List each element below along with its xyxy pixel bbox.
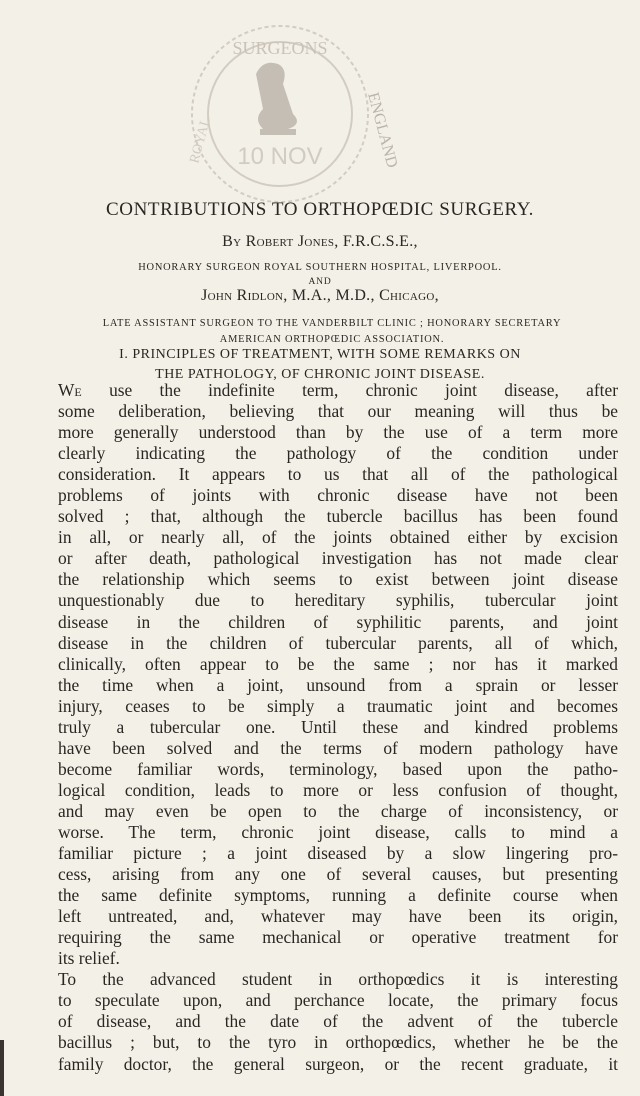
text-line: bacillus ; but, to the tyro in orthopœdics, whether he be the [58, 1032, 618, 1053]
text-line: worse. The term, chronic joint disease, calls to mind a [58, 821, 618, 842]
text-line: become familiar words, terminology, based upon the patho- [58, 758, 618, 779]
text-line: or after death, pathological investigation has not made clear [58, 548, 618, 569]
text-line: logical condition, leads to more or less confusion of thought, [58, 779, 618, 800]
text-line: have been solved and the terms of modern pathology have [58, 737, 618, 758]
author1-affiliation: HONORARY SURGEON ROYAL SOUTHERN HOSPITAL, LIVERPOOL. [138, 262, 502, 273]
author2-affiliation [52, 316, 612, 348]
text-line: disease in the children of tubercular parents, all of which, [58, 632, 618, 653]
text-line: problems of joints with chronic disease have not been [58, 485, 618, 506]
paragraph-1-first-line [58, 380, 618, 401]
text-line: solved ; that, although the tubercle bacillus has been found [58, 506, 618, 527]
text-line: disease in the children of syphilitic parents, and joint [58, 611, 618, 632]
section-heading-line2: THE PATHOLOGY, OF CHRONIC JOINT DISEASE. [155, 367, 485, 382]
article-title: CONTRIBUTIONS TO ORTHOPŒDIC SURGERY. [106, 199, 534, 220]
author2-name: John Ridlon, M.A., M.D., Chicago, [201, 287, 439, 304]
text-line: left untreated, and, whatever may have been its origin, [58, 906, 618, 927]
and-separator: AND [308, 277, 332, 287]
text-line: family doctor, the general surgeon, or the recent graduate, it [58, 1053, 618, 1074]
text-line: its relief. [58, 948, 120, 969]
text-line: unquestionably due to hereditary syphilis, tubercular joint [58, 590, 618, 611]
drop-word: We [58, 380, 82, 400]
text-line: to speculate upon, and perchance locate, the primary focus [58, 990, 618, 1011]
text-line: more generally understood than by the use of a term more [58, 422, 618, 443]
library-stamp [168, 14, 398, 224]
text-line: the time when a joint, unsound from a sprain or lesser [58, 674, 618, 695]
section-heading-line1: I. PRINCIPLES OF TREATMENT, WITH SOME REMARKS ON [119, 347, 521, 362]
text-line: consideration. It appears to us that all of the pathological [58, 464, 618, 485]
text-line: To the advanced student in orthopœdics it is interesting [58, 969, 618, 990]
text-line: of disease, and the date of the advent of the tubercle [58, 1011, 618, 1032]
body-text [58, 380, 618, 1075]
text-line: cess, arising from any one of several causes, but presenting [58, 864, 618, 885]
text-line: clinically, often appear to be the same ; nor has it marked [58, 653, 618, 674]
text-line: the relationship which seems to exist between joint disease [58, 569, 618, 590]
author2-affiliation-line1: LATE ASSISTANT SURGEON TO THE VANDERBILT CLINIC ; HONORARY SECRETARY [102, 318, 562, 329]
paragraph-1-lines [58, 401, 618, 969]
first-line-rest: use the indefinite term, chronic joint disease, after [109, 380, 618, 400]
author-byline: By Robert Jones, F.R.C.S.E., [222, 233, 418, 250]
stamp-side-text: ENGLAND [364, 90, 398, 170]
text-line: requiring the same mechanical or operative treatment for [58, 927, 618, 948]
library-stamp-graphic [168, 14, 398, 224]
paragraph-2-lines [58, 969, 618, 1074]
paragraph-1 [58, 380, 618, 969]
text-line: the same definite symptoms, running a definite course when [58, 885, 618, 906]
text-line: clearly indicating the pathology of the condition under [58, 443, 618, 464]
binding-edge-mark [0, 1040, 4, 1096]
text-line: in all, or nearly all, of the joints obtained either by excision [58, 527, 618, 548]
text-line: familiar picture ; a joint diseased by a slow lingering pro- [58, 843, 618, 864]
section-heading [40, 345, 600, 385]
stamp-left-text: ROYAL [187, 116, 214, 166]
text-line: and may even be open to the charge of inconsistency, or [58, 800, 618, 821]
stamp-top-text: SURGEONS [232, 38, 328, 58]
text-line: truly a tubercular one. Until these and kindred problems [58, 716, 618, 737]
author2-affiliation-line2: AMERICAN ORTHOPŒDIC ASSOCIATION. [219, 334, 445, 345]
stamp-date-text: 10 NOV [237, 143, 323, 170]
paragraph-2 [58, 969, 618, 1074]
text-line: injury, ceases to be simply a traumatic joint and becomes [58, 695, 618, 716]
text-line: some deliberation, believing that our meaning will thus be [58, 401, 618, 422]
